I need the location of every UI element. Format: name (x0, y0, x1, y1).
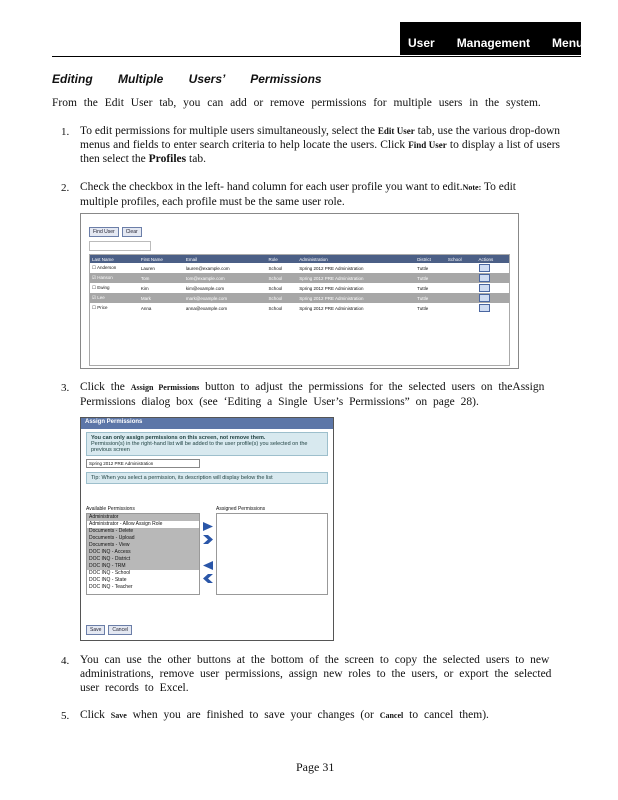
add-all-arrow-icon[interactable] (203, 535, 213, 544)
col-school: School (446, 255, 477, 263)
info-box: You can only assign permissions on this screen, not remove them. Permission(s) in the right-hand list will be added to the user profile(s) you selected on the previous screen (86, 432, 328, 456)
table-header (90, 255, 509, 263)
section-title: Editing Multiple Users’ Permissions (52, 72, 322, 86)
assigned-label: Assigned Permissions (216, 506, 266, 512)
step-3-text: Click the Assign Permissions button to adjust the permissions for the selected users on theAssign Permissions dialog box (see ‘Editing a Single User’s Permissions” on page 28). (80, 381, 545, 408)
step-5-text: Click Save when you are finished to save your changes (or Cancel to cancel them). (80, 709, 489, 721)
table-row[interactable]: ☐ Price Anna anna@example.com School Spring 2012 PRE Administration Tuttle (90, 303, 509, 313)
email-icon[interactable] (479, 294, 490, 302)
step-1-text: To edit permissions for multiple users simultaneously, select the Edit User tab, use the various drop-down menus and fields to enter search criteria to help locate the users. Click Find User to display a list of users then select the Profiles tab. (80, 125, 561, 165)
dialog-title: Assign Permissions (81, 418, 333, 429)
available-label: Available Permissions (86, 506, 135, 512)
email-icon[interactable] (479, 274, 490, 282)
clear-button[interactable]: Clear (122, 227, 142, 237)
administration-select[interactable]: Spring 2012 PRE Administration (86, 459, 200, 468)
col-actions: Actions (477, 255, 509, 263)
col-administration: Administration (297, 255, 415, 263)
step-number: 3. (61, 382, 70, 394)
email-icon[interactable] (479, 284, 490, 292)
col-role: Role (267, 255, 298, 263)
table-row[interactable]: ☐ Ewing Kim kim@example.com School Spring 2012 PRE Administration Tuttle (90, 283, 509, 293)
col-district: District (415, 255, 446, 263)
col-first-name: First Name (139, 255, 184, 263)
step-2-text: Check the checkbox in the left- hand column for each user profile you want to edit.Note: To edit multiple profiles, each profile must be the same user role. (80, 181, 516, 208)
available-permissions-list[interactable]: Administrator Administrator - Allow Assign Role Documents - Delete Documents - Upload Documents - View DOC INQ - Access DOC INQ - District DOC INQ - TRM DOC INQ - School DOC INQ - State DOC INQ - Teacher (86, 513, 200, 595)
header-bar (400, 22, 584, 55)
remove-arrow-icon[interactable] (203, 561, 213, 570)
step-number: 2. (61, 182, 70, 194)
remove-all-arrow-icon[interactable] (203, 574, 213, 583)
table-row[interactable]: ☑ Lee Mark mark@example.com School Spring 2012 PRE Administration Tuttle (90, 293, 509, 303)
step-4-text: You can use the other buttons at the bottom of the screen to copy the selected users to new administrations, remove user permissions, assign new roles to the users, or export the selected user records to Excel. (80, 654, 552, 694)
save-button[interactable]: Save (86, 625, 105, 635)
assign-permissions-dialog (80, 417, 334, 641)
cancel-button[interactable]: Cancel (108, 625, 132, 635)
profiles-tab[interactable] (89, 241, 151, 251)
table-row[interactable]: ☐ Anderson Lauren lauren@example.com School Spring 2012 PRE Administration Tuttle (90, 263, 509, 273)
intro-text: From the Edit User tab, you can add or remove permissions for multiple users in the system. (52, 97, 541, 109)
add-arrow-icon[interactable] (203, 522, 213, 531)
header-user: User (408, 36, 435, 50)
col-last-name: Last Name (90, 255, 139, 263)
profiles-screenshot (80, 213, 519, 369)
header-management: Management (456, 36, 531, 50)
step-number: 5. (61, 710, 70, 722)
email-icon[interactable] (479, 264, 490, 272)
page-number: Page 31 (296, 760, 335, 774)
table-row[interactable]: ☑ Hanson Tom tom@example.com School Spring 2012 PRE Administration Tuttle (90, 273, 509, 283)
header-menu: Menu (552, 36, 584, 50)
profiles-table (90, 255, 509, 313)
step-number: 1. (61, 126, 70, 138)
tip-box: Tip: When you select a permission, its description will display below the list (86, 472, 328, 484)
assigned-permissions-list[interactable] (216, 513, 328, 595)
header-rule (52, 56, 581, 57)
col-email: Email (184, 255, 267, 263)
email-icon[interactable] (479, 304, 490, 312)
find-user-button[interactable]: Find User (89, 227, 119, 237)
step-number: 4. (61, 655, 70, 667)
